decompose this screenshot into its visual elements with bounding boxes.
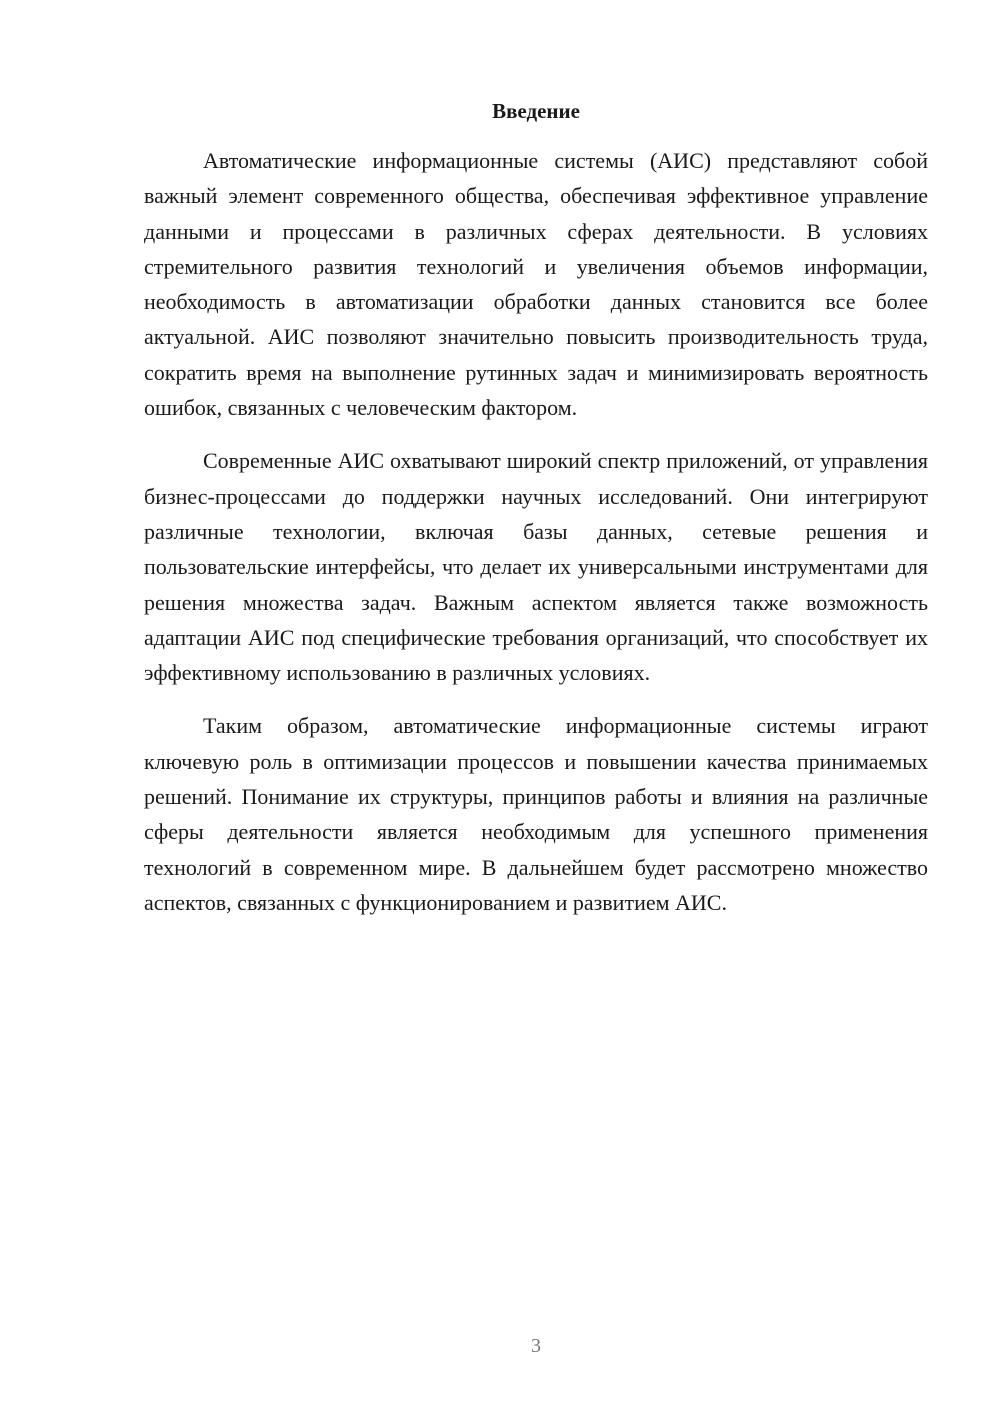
body-text — [144, 143, 928, 938]
section-heading: Введение — [492, 99, 580, 123]
paragraph-2: Современные АИС охватывают широкий спектр приложений, от управления бизнес-процессами до поддержки научных исследований. Они интегрируют различные технологии, включая базы данных, сетевые решения и пользовательские интерфейсы, что делает их универсальными инструментами для решения множества задач. Важным аспектом является также возможность адаптации АИС под специфические требования организаций, что способствует их эффективному использованию в различных условиях. — [144, 448, 928, 686]
paragraph-1: Автоматические информационные системы (АИС) представляют собой важный элемент современного общества, обеспечивая эффективное управление данными и процессами в различных сферах деятельности. В условиях стремительного развития технологий и увеличения объемов информации, необходимость в автоматизации обработки данных становится все более актуальной. АИС позволяют значительно повысить производительность труда, сократить время на выполнение рутинных задач и минимизировать вероятность ошибок, связанных с человеческим фактором. — [144, 148, 928, 421]
page-number: 3 — [531, 1335, 541, 1357]
paragraph-3: Таким образом, автоматические информационные системы играют ключевую роль в оптимизации процессов и повышении качества принимаемых решений. Понимание их структуры, принципов работы и влияния на различные сферы деятельности является необходимым для успешного применения технологий в современном мире. В дальнейшем будет рассмотрено множество аспектов, связанных с функционированием и развитием АИС. — [144, 713, 928, 915]
